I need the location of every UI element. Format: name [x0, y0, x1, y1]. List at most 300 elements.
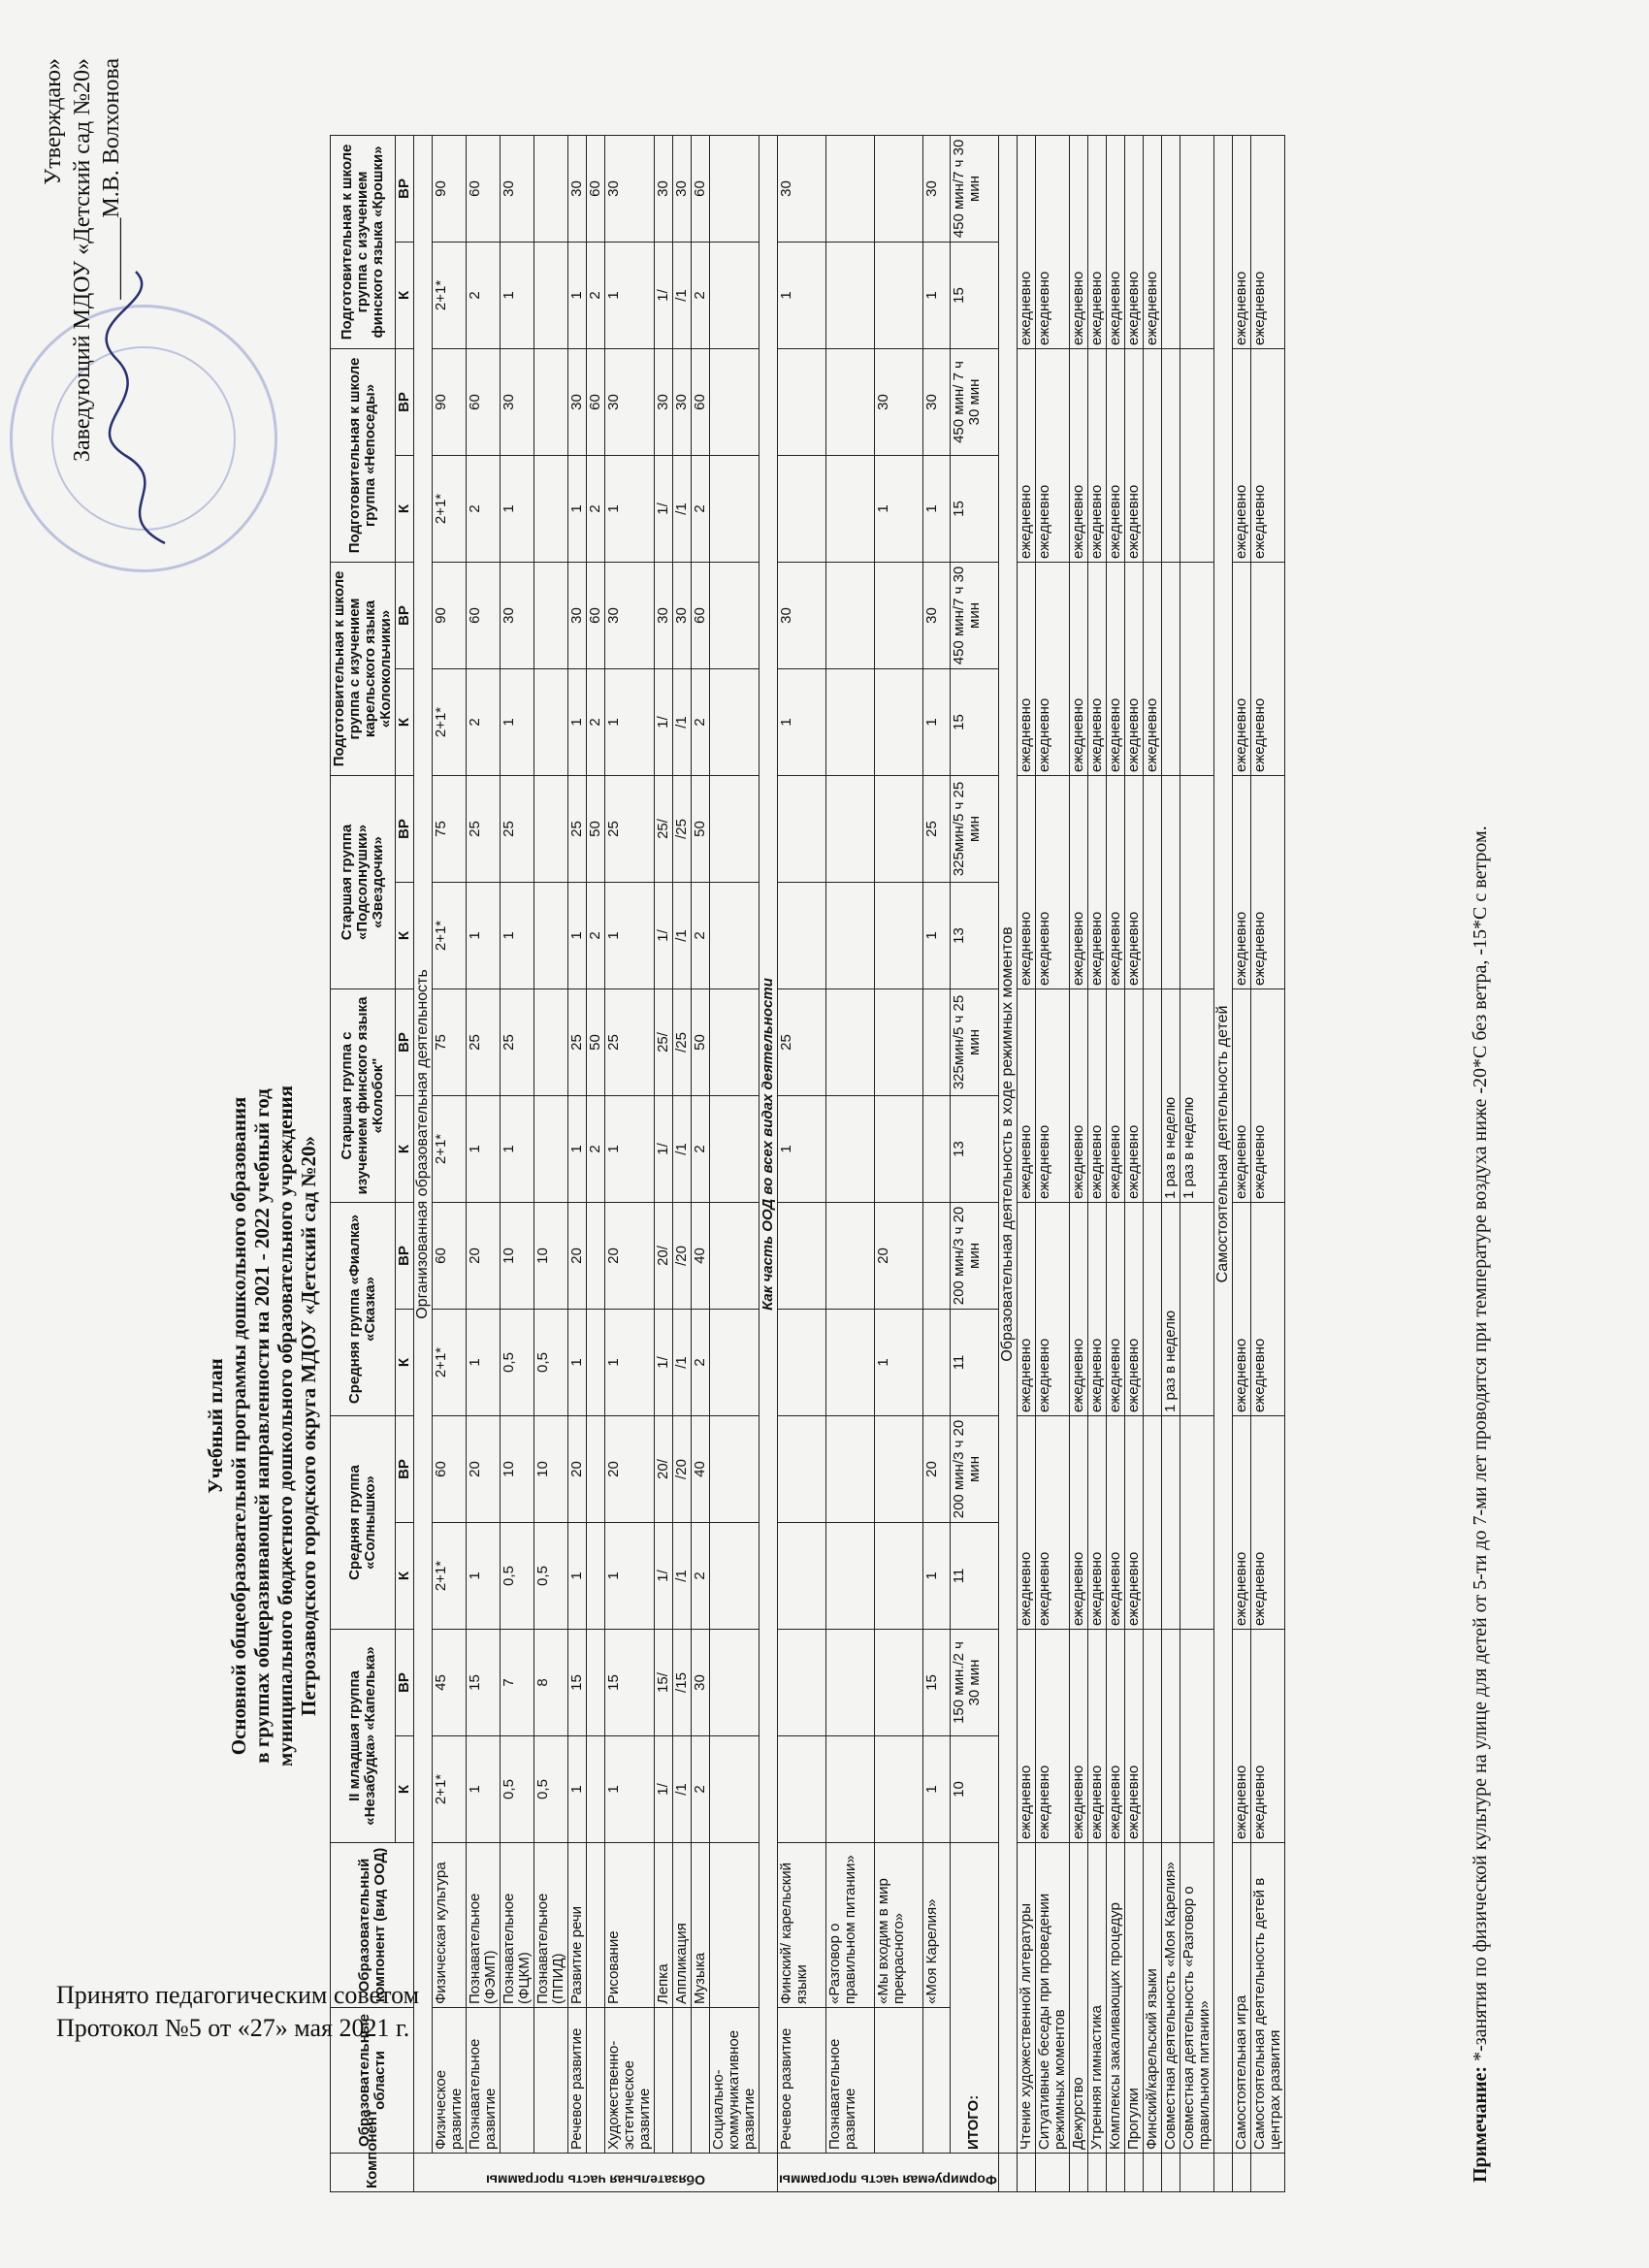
value-cell: 30 [923, 562, 950, 668]
frequency-cell: ежедневно [1106, 348, 1124, 562]
value-cell [710, 1310, 760, 1416]
title-line-5: Петрозаводского городского округа МДОУ «Детский сад №20» [297, 1136, 320, 1716]
value-cell: /15 [673, 1630, 692, 1736]
value-cell [778, 882, 826, 988]
title-line-1: Учебный план [204, 1358, 227, 1494]
value-cell [534, 562, 568, 668]
value-cell: 1 [501, 455, 534, 562]
value-cell: 25 [568, 775, 587, 882]
value-cell: 30 [501, 562, 534, 668]
ood-cell [710, 1843, 760, 2008]
value-cell: /1 [673, 1736, 692, 1843]
activity-label: Прогулки [1124, 1843, 1143, 2154]
area-cell: Речевое развитие [778, 2008, 826, 2154]
frequency-cell [1161, 135, 1180, 348]
ood-cell: Финский/ карельский языки [778, 1843, 826, 2008]
total-value: 200 мин/3 ч 20 мин [950, 1416, 998, 1523]
value-cell [826, 988, 875, 1095]
value-cell [710, 1523, 760, 1630]
frequency-cell: ежедневно [1017, 562, 1035, 775]
total-row [950, 135, 998, 2191]
frequency-cell [1180, 775, 1213, 988]
value-cell [534, 668, 568, 775]
value-cell: /1 [673, 882, 692, 988]
table-row [587, 135, 605, 2191]
value-cell: 2+1* [433, 1095, 467, 1202]
value-cell: 30 [655, 135, 673, 242]
value-cell: 15 [923, 1630, 950, 1736]
value-cell: 2 [692, 242, 710, 348]
frequency-cell [1180, 562, 1213, 775]
frequency-cell: ежедневно [1106, 562, 1124, 775]
value-cell: 1 [568, 242, 587, 348]
header-k: К [396, 1736, 414, 1843]
value-cell: 25/ [655, 775, 673, 882]
value-cell: 0,5 [534, 1523, 568, 1630]
total-value: 15 [950, 455, 998, 562]
header-group: II младшая группа «Незабудка» «Капелька» [331, 1630, 396, 1843]
value-cell: 60 [433, 1416, 467, 1523]
value-cell: 2 [467, 242, 501, 348]
frequency-cell: ежедневно [1250, 562, 1284, 775]
table-row [1180, 135, 1213, 2191]
value-cell: 2 [467, 455, 501, 562]
area-cell: Физическое развитие [433, 2008, 467, 2154]
value-cell: 2+1* [433, 668, 467, 775]
value-cell: /20 [673, 1416, 692, 1523]
frequency-cell [1161, 348, 1180, 562]
value-cell [778, 1310, 826, 1416]
value-cell [923, 1202, 950, 1309]
value-cell: 20 [923, 1416, 950, 1523]
ood-cell: Развитие речи [568, 1843, 587, 2008]
header-vr: ВР [396, 562, 414, 668]
value-cell: 10 [501, 1202, 534, 1309]
value-cell: 1 [923, 1736, 950, 1843]
frequency-cell: ежедневно [1035, 1416, 1069, 1630]
frequency-cell: ежедневно [1069, 775, 1087, 988]
value-cell: 1 [501, 882, 534, 988]
value-cell [923, 1095, 950, 1202]
frequency-cell [1143, 775, 1161, 988]
table-row [433, 135, 467, 2191]
value-cell: 1 [568, 1310, 587, 1416]
value-cell: 60 [467, 348, 501, 455]
value-cell: 2 [587, 242, 605, 348]
activity-label: Утренняя гимнастика [1087, 1843, 1106, 2154]
frequency-cell: ежедневно [1250, 1416, 1284, 1630]
frequency-cell [1180, 135, 1213, 348]
total-value: 15 [950, 242, 998, 348]
value-cell [710, 668, 760, 775]
value-cell: 60 [692, 562, 710, 668]
value-cell: 1 [605, 1523, 655, 1630]
value-cell [875, 668, 923, 775]
value-cell: 20 [467, 1416, 501, 1523]
value-cell: 1 [501, 1095, 534, 1202]
frequency-cell: ежедневно [1124, 988, 1143, 1202]
total-label: ИТОГО: [950, 1843, 998, 2154]
value-cell: 2 [692, 1095, 710, 1202]
value-cell [875, 1630, 923, 1736]
activity-label: Чтение художественной литературы [1017, 1843, 1035, 2154]
ood-cell: Познавательное (ФЭМП) [467, 1843, 501, 2008]
total-value: 150 мин./2 ч 30 мин [950, 1630, 998, 1736]
blank-cell [1213, 2154, 1232, 2192]
value-cell: 50 [692, 988, 710, 1095]
frequency-cell: ежедневно [1017, 1202, 1035, 1415]
frequency-cell: ежедневно [1087, 1416, 1106, 1630]
frequency-cell: ежедневно [1087, 1202, 1106, 1415]
value-cell [534, 455, 568, 562]
frequency-cell: ежедневно [1106, 1416, 1124, 1630]
value-cell: 30 [568, 135, 587, 242]
value-cell: 2 [692, 1523, 710, 1630]
value-cell [778, 1523, 826, 1630]
frequency-cell: ежедневно [1069, 1202, 1087, 1415]
value-cell: 1 [467, 1310, 501, 1416]
frequency-cell: ежедневно [1017, 1416, 1035, 1630]
value-cell [710, 775, 760, 882]
value-cell: 20 [605, 1416, 655, 1523]
table-row [534, 135, 568, 2191]
value-cell: 30 [501, 348, 534, 455]
table-row [710, 135, 760, 2191]
area-cell [534, 2008, 568, 2154]
header-areas: Образовательные области [331, 2008, 414, 2154]
value-cell: 15 [568, 1630, 587, 1736]
frequency-cell: ежедневно [1250, 775, 1284, 988]
header-group: Старшая группа «Подсолнушки» «Звездочки» [331, 775, 396, 988]
value-cell: 15/ [655, 1630, 673, 1736]
value-cell: 1 [875, 455, 923, 562]
value-cell: 60 [467, 135, 501, 242]
frequency-cell: ежедневно [1124, 135, 1143, 348]
value-cell [710, 1416, 760, 1523]
frequency-cell [1180, 1202, 1213, 1415]
value-cell: 10 [501, 1416, 534, 1523]
value-cell: /1 [673, 668, 692, 775]
header-k: К [396, 668, 414, 775]
value-cell [875, 1095, 923, 1202]
ood-cell: Физическая культура [433, 1843, 467, 2008]
blank-cell [1180, 2154, 1213, 2192]
value-cell [826, 562, 875, 668]
activity-label: Совместная деятельность «Разговор о правильном питании» [1180, 1843, 1213, 2154]
value-cell: 2+1* [433, 1523, 467, 1630]
section-row [1213, 135, 1232, 2191]
value-cell: 0,5 [501, 1736, 534, 1843]
value-cell [826, 242, 875, 348]
area-cell [501, 2008, 534, 2154]
value-cell: 60 [587, 562, 605, 668]
value-cell: 30 [655, 562, 673, 668]
frequency-cell [1180, 348, 1213, 562]
frequency-cell [1143, 988, 1161, 1202]
frequency-cell [1180, 1416, 1213, 1630]
table-row [1250, 135, 1284, 2191]
value-cell: 0,5 [534, 1310, 568, 1416]
value-cell [875, 242, 923, 348]
value-cell: 1 [923, 668, 950, 775]
value-cell: 1 [923, 242, 950, 348]
blank-cell [1087, 2154, 1106, 2192]
total-value: 15 [950, 668, 998, 775]
frequency-cell: ежедневно [1124, 1202, 1143, 1415]
ood-cell: Аппликация [673, 1843, 692, 2008]
frequency-cell: ежедневно [1069, 135, 1087, 348]
value-cell [778, 775, 826, 882]
table-row [1087, 135, 1106, 2191]
section-regime: Образовательная деятельность в ходе режимных моментов [998, 135, 1017, 2153]
table-row [875, 135, 923, 2191]
value-cell: 40 [692, 1416, 710, 1523]
value-cell [875, 135, 923, 242]
frequency-cell: ежедневно [1106, 988, 1124, 1202]
frequency-cell: ежедневно [1250, 348, 1284, 562]
area-cell: Речевое развитие [568, 2008, 587, 2154]
frequency-cell: ежедневно [1124, 1630, 1143, 1843]
area-cell [875, 2008, 923, 2154]
footnote-text: *-занятия по физической культуре на улице для детей от 5-ти до 7-ми лет проводятся при температуре воздуха ниже -20*С без ветра, -15*С с ветром. [1470, 826, 1491, 2066]
header-vr: ВР [396, 135, 414, 242]
total-value: 13 [950, 882, 998, 988]
value-cell: 2 [587, 882, 605, 988]
ood-cell: «Разговор о правильном питании» [826, 1843, 875, 2008]
area-cell: Познавательное развитие [826, 2008, 875, 2154]
value-cell: 90 [433, 135, 467, 242]
value-cell [710, 455, 760, 562]
value-cell [710, 135, 760, 242]
table-row [673, 135, 692, 2191]
value-cell: 2 [587, 455, 605, 562]
value-cell [710, 882, 760, 988]
value-cell: 60 [433, 1202, 467, 1309]
frequency-cell: ежедневно [1069, 1416, 1087, 1630]
table-row [1232, 135, 1250, 2191]
table-row [826, 135, 875, 2191]
value-cell [826, 668, 875, 775]
value-cell [826, 1202, 875, 1309]
frequency-cell [1161, 1416, 1180, 1630]
frequency-cell: ежедневно [1069, 1630, 1087, 1843]
header-vr: ВР [396, 1630, 414, 1736]
header-row [331, 135, 396, 2191]
frequency-cell: ежедневно [1017, 775, 1035, 988]
value-cell: 0,5 [501, 1310, 534, 1416]
frequency-cell: ежедневно [1124, 562, 1143, 775]
value-cell: 60 [692, 348, 710, 455]
value-cell: 25 [501, 988, 534, 1095]
value-cell: 20 [568, 1416, 587, 1523]
ood-cell: Познавательное (ППИД) [534, 1843, 568, 2008]
value-cell: 0,5 [534, 1736, 568, 1843]
table-row [655, 135, 673, 2191]
value-cell: 10 [534, 1202, 568, 1309]
header-vr: ВР [396, 988, 414, 1095]
value-cell [826, 1523, 875, 1630]
value-cell [534, 775, 568, 882]
value-cell: 2 [692, 668, 710, 775]
value-cell [826, 135, 875, 242]
value-cell [534, 135, 568, 242]
value-cell: 1 [467, 1736, 501, 1843]
value-cell [587, 1416, 605, 1523]
area-cell [692, 2008, 710, 2154]
value-cell: 25 [605, 775, 655, 882]
table-row [568, 135, 587, 2191]
value-cell: 60 [587, 348, 605, 455]
value-cell: 25 [568, 988, 587, 1095]
value-cell: 1/ [655, 455, 673, 562]
value-cell: /1 [673, 242, 692, 348]
component-formed: Формируемая часть программы [778, 2154, 999, 2192]
value-cell: 2 [587, 1095, 605, 1202]
value-cell [923, 988, 950, 1095]
table-row [605, 135, 655, 2191]
frequency-cell: 1 раз в неделю [1180, 988, 1213, 1202]
frequency-cell: ежедневно [1124, 1416, 1143, 1630]
value-cell: 20/ [655, 1416, 673, 1523]
value-cell: 2+1* [433, 1736, 467, 1843]
document-title [204, 795, 320, 2057]
value-cell: 1 [568, 1095, 587, 1202]
value-cell: 1 [568, 668, 587, 775]
header-k: К [396, 455, 414, 562]
value-cell: 0,5 [501, 1523, 534, 1630]
value-cell: 1 [501, 242, 534, 348]
table-row [778, 135, 826, 2191]
value-cell: 15 [467, 1630, 501, 1736]
activity-label: Самостоятельная деятельность детей в центрах развития [1250, 1843, 1284, 2154]
ood-cell [587, 1843, 605, 2008]
value-cell [710, 1630, 760, 1736]
total-value: 450 мин/ 7 ч 30 мин [950, 348, 998, 455]
value-cell [587, 1736, 605, 1843]
header-group: Старшая группа с изучением финского языка «Колобок" [331, 988, 396, 1202]
value-cell: 30 [568, 562, 587, 668]
ood-cell: Музыка [692, 1843, 710, 2008]
activity-label: Ситуативные беседы при проведении режимных моментов [1035, 1843, 1069, 2154]
value-cell: 50 [587, 775, 605, 882]
title-line-3: в группах общеразвивающей направленности на 2021 - 2022 учебный год [250, 1088, 274, 1764]
value-cell: 8 [534, 1630, 568, 1736]
activity-label: Совместная деятельность «Моя Карелия» [1161, 1843, 1180, 2154]
activity-label: Финский/карельский языки [1143, 1843, 1161, 2154]
value-cell: 50 [692, 775, 710, 882]
value-cell: 60 [692, 135, 710, 242]
frequency-cell: ежедневно [1232, 1202, 1250, 1415]
value-cell: /1 [673, 1523, 692, 1630]
blank-cell [1143, 2154, 1161, 2192]
value-cell [778, 455, 826, 562]
value-cell: 20 [467, 1202, 501, 1309]
value-cell: 50 [587, 988, 605, 1095]
value-cell: /25 [673, 988, 692, 1095]
area-cell [923, 2008, 950, 2154]
value-cell: 2+1* [433, 882, 467, 988]
value-cell: 40 [692, 1202, 710, 1309]
blank-cell [1017, 2154, 1035, 2192]
value-cell: 2+1* [433, 242, 467, 348]
area-cell: Познавательное развитие [467, 2008, 501, 2154]
frequency-cell: ежедневно [1143, 562, 1161, 775]
frequency-cell: ежедневно [1035, 562, 1069, 775]
frequency-cell: ежедневно [1017, 135, 1035, 348]
frequency-cell: ежедневно [1250, 1202, 1284, 1415]
value-cell: 2+1* [433, 1310, 467, 1416]
value-cell: 1 [605, 1095, 655, 1202]
value-cell [826, 1416, 875, 1523]
value-cell: 30 [568, 348, 587, 455]
frequency-cell [1143, 348, 1161, 562]
frequency-cell: ежедневно [1069, 348, 1087, 562]
frequency-cell: ежедневно [1106, 135, 1124, 348]
activity-label: Дежурство [1069, 1843, 1087, 2154]
value-cell [875, 1416, 923, 1523]
value-cell: 1 [875, 1310, 923, 1416]
value-cell: 60 [587, 135, 605, 242]
frequency-cell: ежедневно [1250, 1630, 1284, 1843]
value-cell [710, 348, 760, 455]
value-cell: 30 [673, 348, 692, 455]
total-value: 325мин/5 ч 25 мин [950, 988, 998, 1095]
section-independent: Самостоятельная деятельность детей [1213, 135, 1232, 2153]
activity-label: Комплексы закаливающих процедур [1106, 1843, 1124, 2154]
value-cell: 25 [467, 988, 501, 1095]
value-cell [534, 882, 568, 988]
header-k: К [396, 1523, 414, 1630]
frequency-cell [1143, 1630, 1161, 1843]
value-cell [534, 242, 568, 348]
frequency-cell: ежедневно [1106, 1630, 1124, 1843]
ood-cell: Лепка [655, 1843, 673, 2008]
area-cell [673, 2008, 692, 2154]
value-cell: 1 [605, 1736, 655, 1843]
header-ood-type: Образовательный компонент (вид ООД) [331, 1843, 414, 2008]
table-row [1124, 135, 1143, 2191]
value-cell: 1/ [655, 1736, 673, 1843]
value-cell: 2 [467, 668, 501, 775]
frequency-cell: ежедневно [1106, 775, 1124, 988]
value-cell: 1/ [655, 1310, 673, 1416]
section-organized: Организованная образовательная деятельность [414, 135, 433, 2153]
frequency-cell: 1 раз в неделю [1161, 1202, 1180, 1415]
frequency-cell [1143, 1202, 1161, 1415]
frequency-cell: ежедневно [1069, 988, 1087, 1202]
value-cell [778, 1416, 826, 1523]
value-cell: 2 [692, 882, 710, 988]
value-cell: 60 [467, 562, 501, 668]
table-row [467, 135, 501, 2191]
value-cell [710, 988, 760, 1095]
value-cell: 25 [501, 775, 534, 882]
frequency-cell [1161, 775, 1180, 988]
approve-line-2: Заведующий МДОУ «Детский сад №20» [70, 58, 95, 463]
approve-line-3: _______М.В. Волхонова [99, 58, 124, 300]
value-cell: 25 [605, 988, 655, 1095]
area-cell [587, 2008, 605, 2154]
value-cell: 1 [605, 882, 655, 988]
value-cell [587, 1523, 605, 1630]
frequency-cell: ежедневно [1087, 775, 1106, 988]
table-row [1017, 135, 1035, 2191]
frequency-cell [1180, 1630, 1213, 1843]
value-cell [826, 1310, 875, 1416]
value-cell: 20 [875, 1202, 923, 1309]
frequency-cell: ежедневно [1232, 988, 1250, 1202]
header-group: Подготовительная к школе группа с изучением финского языка «Крошки» [331, 135, 396, 348]
